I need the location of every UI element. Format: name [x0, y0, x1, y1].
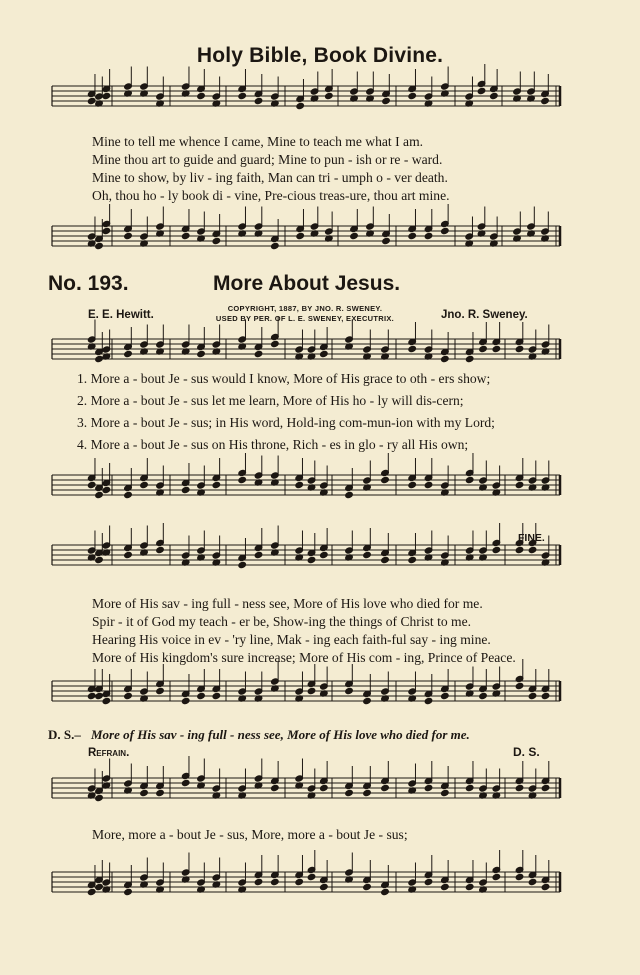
note-head [541, 883, 550, 890]
note-head [296, 232, 305, 239]
note-head [238, 561, 247, 568]
note-head [140, 481, 149, 488]
note-head [479, 345, 488, 352]
note-head [492, 345, 501, 352]
hymn1-line-4: Oh, thou ho - ly book di - vine, Pre-cious treas-ure, thou art mine. [92, 188, 450, 203]
note-head [381, 556, 390, 563]
note-head [212, 237, 221, 244]
note-head [424, 697, 433, 704]
note-head [95, 794, 104, 801]
note-head [528, 546, 537, 553]
note-head [515, 345, 524, 352]
note-head [296, 102, 305, 109]
note-head [441, 227, 450, 234]
note-head [124, 551, 133, 558]
note-head [350, 232, 359, 239]
refrain-line: More, more a - bout Je - sus, More, more a - bout Je - sus; [92, 827, 408, 842]
note-head [87, 97, 96, 104]
note-head [271, 242, 280, 249]
note-head [140, 789, 149, 796]
note-head [381, 476, 390, 483]
note-head [238, 476, 247, 483]
note-head [124, 491, 133, 498]
note-head [102, 486, 111, 493]
note-head [408, 345, 417, 352]
ds-line-label: D. S.– [48, 727, 81, 742]
note-head [424, 784, 433, 791]
fine-label: FINE. [518, 532, 545, 544]
hymn1-title: Holy Bible, Book Divine. [196, 44, 444, 67]
note-head [490, 92, 499, 99]
note-head [325, 92, 334, 99]
note-head [102, 92, 111, 99]
second-line-1: More of His sav - ing full - ness see, More of His love who died for me. [92, 596, 483, 611]
note-head [382, 237, 391, 244]
note-head [541, 784, 550, 791]
copyright-line-2: USED BY PER. OF L. E. SWENEY, EXECUTRIX. [215, 314, 395, 323]
note-head [87, 692, 96, 699]
note-head [254, 350, 263, 357]
copyright-notice [205, 304, 405, 324]
note-head [271, 878, 280, 885]
note-head [197, 350, 206, 357]
note-head [477, 87, 486, 94]
note-head [295, 878, 304, 885]
note-head [156, 789, 165, 796]
note-head [424, 232, 433, 239]
note-head [181, 486, 190, 493]
note-head [515, 546, 524, 553]
note-head [197, 92, 206, 99]
note-head [465, 476, 474, 483]
note-head [465, 355, 474, 362]
note-head [95, 355, 104, 362]
note-head [295, 481, 304, 488]
note-head [307, 687, 316, 694]
hymn1-line-2: Mine thou art to guide and guard; Mine to pun - ish or re - ward. [92, 152, 443, 167]
ds-line: More of His sav - ing full - ness see, More of His love who died for me. [91, 727, 470, 742]
note-head [271, 784, 280, 791]
note-head [181, 232, 190, 239]
note-head [307, 873, 316, 880]
note-head [363, 789, 372, 796]
note-head [381, 888, 390, 895]
note-head [95, 491, 104, 498]
note-head [441, 883, 450, 890]
note-head [197, 692, 206, 699]
note-head [363, 551, 372, 558]
note-head [254, 97, 263, 104]
note-head [465, 883, 474, 890]
note-head [87, 481, 96, 488]
note-head [515, 481, 524, 488]
note-head [124, 232, 133, 239]
note-head [541, 692, 550, 699]
note-head [541, 97, 550, 104]
note-head [492, 873, 501, 880]
note-head [156, 546, 165, 553]
note-head [408, 92, 417, 99]
second-line-2: Spir - it of God my teach - er be, Show-ing the things of Christ to me. [92, 614, 472, 629]
verse-line-4: 4. More a - bout Je - sus on His throne, Rich - es in glo - ry all His own; [77, 437, 469, 452]
hymn-number: No. 193. [48, 272, 129, 295]
note-head [441, 692, 450, 699]
note-head [307, 556, 316, 563]
note-head [254, 878, 263, 885]
note-head [124, 350, 133, 357]
note-head [320, 883, 329, 890]
hymn2-title: More About Jesus. [213, 272, 401, 295]
note-head [465, 784, 474, 791]
note-head [95, 556, 104, 563]
note-head [515, 873, 524, 880]
hymn1-line-1: Mine to tell me whence I came, Mine to teach me what I am. [92, 134, 424, 149]
verse-line-1: 1. More a - bout Je - sus would I know, More of His grace to oth - ers show; [77, 371, 491, 386]
note-head [408, 556, 417, 563]
note-head [528, 878, 537, 885]
note-head [181, 697, 190, 704]
note-head [424, 878, 433, 885]
note-head [124, 692, 133, 699]
note-head [212, 692, 221, 699]
note-head [345, 687, 354, 694]
note-head [102, 227, 111, 234]
note-head [382, 97, 391, 104]
note-head [271, 340, 280, 347]
note-head [528, 692, 537, 699]
note-head [181, 779, 190, 786]
ds-label: D. S. [513, 745, 540, 759]
note-head [87, 888, 96, 895]
composer: Jno. R. Sweney. [441, 309, 528, 321]
note-head [492, 546, 501, 553]
copyright-line-1: COPYRIGHT, 1887, BY JNO. R. SWENEY. [227, 304, 383, 313]
hymn1-line-3: Mine to show, by liv - ing faith, Man can tri - umph o - ver death. [92, 170, 448, 185]
verse-line-3: 3. More a - bout Je - sus; in His word, Hold-ing com-mun-ion with my Lord; [77, 415, 495, 430]
note-head [345, 491, 354, 498]
second-line-4: More of His kingdom's sure increase; More of His com - ing, Prince of Peace. [92, 650, 516, 665]
note-head [515, 682, 524, 689]
note-head [238, 92, 247, 99]
note-head [320, 784, 329, 791]
note-head [515, 784, 524, 791]
note-head [320, 350, 329, 357]
lyricist: E. E. Hewitt. [88, 309, 154, 321]
note-head [441, 789, 450, 796]
note-head [363, 697, 372, 704]
note-head [156, 687, 165, 694]
note-head [320, 551, 329, 558]
note-head [363, 883, 372, 890]
note-head [254, 551, 263, 558]
note-head [479, 692, 488, 699]
note-head [102, 697, 111, 704]
note-head [95, 692, 104, 699]
note-head [345, 789, 354, 796]
note-head [408, 232, 417, 239]
note-head [95, 242, 104, 249]
note-head [381, 784, 390, 791]
second-line-3: Hearing His voice in ev - 'ry line, Mak - ing each faith-ful say - ing mine. [92, 632, 491, 647]
note-head [95, 883, 104, 890]
refrain-label: Refrain. [88, 747, 130, 759]
note-head [124, 888, 133, 895]
verse-line-2: 2. More a - bout Je - sus let me learn, More of His ho - ly will dis-cern; [77, 393, 464, 408]
note-head [441, 355, 450, 362]
note-head [424, 481, 433, 488]
note-head [408, 481, 417, 488]
note-head [212, 481, 221, 488]
